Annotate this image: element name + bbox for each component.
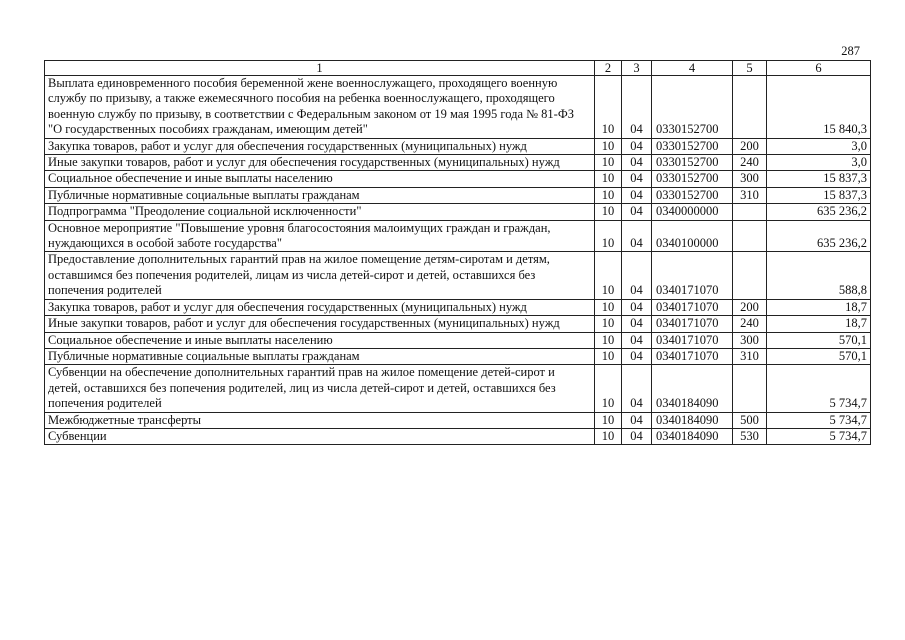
column-header-2: 2 xyxy=(595,61,622,76)
row-subsection-code: 04 xyxy=(622,220,652,252)
row-target-article: 0330152700 xyxy=(652,76,733,139)
row-target-article: 0340171070 xyxy=(652,299,733,315)
row-section-code: 10 xyxy=(595,332,622,348)
row-subsection-code: 04 xyxy=(622,155,652,171)
row-subsection-code: 04 xyxy=(622,348,652,364)
header-row xyxy=(45,61,871,76)
table-header xyxy=(45,61,871,76)
row-subsection-code: 04 xyxy=(622,138,652,154)
row-section-code: 10 xyxy=(595,155,622,171)
column-header-3: 3 xyxy=(622,61,652,76)
row-description: Иные закупки товаров, работ и услуг для обеспечения государственных (муниципальных) нужд xyxy=(45,316,595,332)
row-expense-type: 200 xyxy=(733,138,767,154)
table-row xyxy=(45,365,871,412)
row-section-code: 10 xyxy=(595,220,622,252)
column-header-6: 6 xyxy=(767,61,871,76)
row-section-code: 10 xyxy=(595,348,622,364)
page-number: 287 xyxy=(841,44,860,58)
row-description: Выплата единовременного пособия беременной жене военнослужащего, проходящего военную службу по призыву, а также ежемесячного пособия на ребенка военнослужащего, проходящего военную службу по призыву, в соответствии с Федеральным законом от 19 мая 1995 года № 81-ФЗ "О государственных пособиях гражданам, имеющим детей" xyxy=(45,76,595,139)
row-expense-type: 240 xyxy=(733,316,767,332)
row-target-article: 0340184090 xyxy=(652,412,733,428)
row-description: Социальное обеспечение и иные выплаты населению xyxy=(45,332,595,348)
row-amount: 570,1 xyxy=(767,348,871,364)
row-description: Субвенции xyxy=(45,428,595,444)
row-section-code: 10 xyxy=(595,252,622,299)
row-subsection-code: 04 xyxy=(622,204,652,220)
row-section-code: 10 xyxy=(595,412,622,428)
row-description: Межбюджетные трансферты xyxy=(45,412,595,428)
row-target-article: 0340184090 xyxy=(652,428,733,444)
budget-table xyxy=(44,60,871,445)
row-target-article: 0340171070 xyxy=(652,332,733,348)
table-row xyxy=(45,204,871,220)
row-section-code: 10 xyxy=(595,138,622,154)
row-subsection-code: 04 xyxy=(622,412,652,428)
row-target-article: 0330152700 xyxy=(652,138,733,154)
row-expense-type: 310 xyxy=(733,187,767,203)
row-expense-type: 300 xyxy=(733,332,767,348)
column-header-4: 4 xyxy=(652,61,733,76)
row-expense-type xyxy=(733,365,767,412)
row-expense-type: 240 xyxy=(733,155,767,171)
row-subsection-code: 04 xyxy=(622,171,652,187)
row-subsection-code: 04 xyxy=(622,428,652,444)
table-row xyxy=(45,155,871,171)
row-section-code: 10 xyxy=(595,187,622,203)
row-target-article: 0340171070 xyxy=(652,252,733,299)
row-section-code: 10 xyxy=(595,299,622,315)
row-subsection-code: 04 xyxy=(622,187,652,203)
row-amount: 15 837,3 xyxy=(767,171,871,187)
row-expense-type: 310 xyxy=(733,348,767,364)
row-description: Социальное обеспечение и иные выплаты населению xyxy=(45,171,595,187)
row-section-code: 10 xyxy=(595,171,622,187)
table-row xyxy=(45,412,871,428)
row-amount: 5 734,7 xyxy=(767,428,871,444)
row-target-article: 0330152700 xyxy=(652,187,733,203)
row-amount: 588,8 xyxy=(767,252,871,299)
row-description: Закупка товаров, работ и услуг для обеспечения государственных (муниципальных) нужд xyxy=(45,299,595,315)
row-expense-type: 500 xyxy=(733,412,767,428)
table-row xyxy=(45,171,871,187)
row-description: Закупка товаров, работ и услуг для обеспечения государственных (муниципальных) нужд xyxy=(45,138,595,154)
row-amount: 570,1 xyxy=(767,332,871,348)
row-amount: 3,0 xyxy=(767,155,871,171)
row-amount: 635 236,2 xyxy=(767,220,871,252)
table-row xyxy=(45,76,871,139)
row-target-article: 0330152700 xyxy=(652,171,733,187)
row-section-code: 10 xyxy=(595,204,622,220)
table-row xyxy=(45,348,871,364)
row-subsection-code: 04 xyxy=(622,365,652,412)
row-amount: 5 734,7 xyxy=(767,365,871,412)
table-row xyxy=(45,299,871,315)
table-row xyxy=(45,428,871,444)
table-row xyxy=(45,220,871,252)
row-section-code: 10 xyxy=(595,428,622,444)
row-amount: 15 837,3 xyxy=(767,187,871,203)
row-description: Субвенции на обеспечение дополнительных гарантий прав на жилое помещение детей-сирот и детей, оставшихся без попечения родителей, лиц из числа детей-сирот и детей, оставшихся без попечения родителей xyxy=(45,365,595,412)
table-row xyxy=(45,316,871,332)
row-description: Публичные нормативные социальные выплаты гражданам xyxy=(45,348,595,364)
row-expense-type: 200 xyxy=(733,299,767,315)
row-amount: 15 840,3 xyxy=(767,76,871,139)
row-target-article: 0330152700 xyxy=(652,155,733,171)
column-header-1: 1 xyxy=(45,61,595,76)
row-expense-type: 300 xyxy=(733,171,767,187)
row-target-article: 0340000000 xyxy=(652,204,733,220)
table-row xyxy=(45,138,871,154)
row-description: Предоставление дополнительных гарантий прав на жилое помещение детям-сиротам и детям, оставшимся без попечения родителей, лицам из числа детей-сирот и детей, оставшихся без попечения родителей xyxy=(45,252,595,299)
row-target-article: 0340100000 xyxy=(652,220,733,252)
row-subsection-code: 04 xyxy=(622,252,652,299)
row-description: Подпрограмма "Преодоление социальной исключенности" xyxy=(45,204,595,220)
row-subsection-code: 04 xyxy=(622,332,652,348)
row-subsection-code: 04 xyxy=(622,316,652,332)
row-expense-type xyxy=(733,204,767,220)
row-subsection-code: 04 xyxy=(622,76,652,139)
table-row xyxy=(45,252,871,299)
row-target-article: 0340171070 xyxy=(652,348,733,364)
table-body xyxy=(45,76,871,445)
row-expense-type xyxy=(733,220,767,252)
row-expense-type xyxy=(733,252,767,299)
row-expense-type xyxy=(733,76,767,139)
row-section-code: 10 xyxy=(595,76,622,139)
row-amount: 18,7 xyxy=(767,299,871,315)
table-row xyxy=(45,332,871,348)
row-expense-type: 530 xyxy=(733,428,767,444)
column-header-5: 5 xyxy=(733,61,767,76)
row-amount: 3,0 xyxy=(767,138,871,154)
row-amount: 5 734,7 xyxy=(767,412,871,428)
row-section-code: 10 xyxy=(595,316,622,332)
row-subsection-code: 04 xyxy=(622,299,652,315)
row-amount: 18,7 xyxy=(767,316,871,332)
row-description: Иные закупки товаров, работ и услуг для обеспечения государственных (муниципальных) нужд xyxy=(45,155,595,171)
row-amount: 635 236,2 xyxy=(767,204,871,220)
table-row xyxy=(45,187,871,203)
row-description: Основное мероприятие "Повышение уровня благосостояния малоимущих граждан и граждан, нуждающихся в особой заботе государства" xyxy=(45,220,595,252)
row-target-article: 0340184090 xyxy=(652,365,733,412)
row-section-code: 10 xyxy=(595,365,622,412)
row-target-article: 0340171070 xyxy=(652,316,733,332)
row-description: Публичные нормативные социальные выплаты гражданам xyxy=(45,187,595,203)
